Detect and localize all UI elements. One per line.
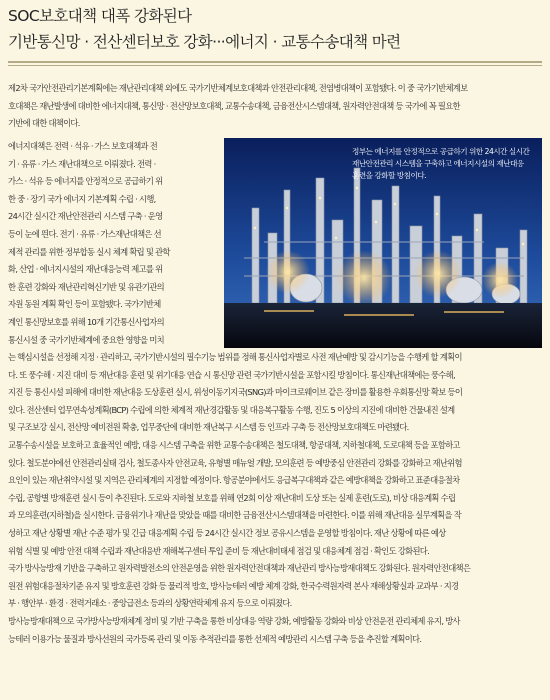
- text-line: 제2차 국가안전관리기본계획에는 재난관리대책 외에도 국가기반체계보호대책과 안전관리대책, 전염병대책이 포함됐다. 이 중 국가기반체계보: [8, 83, 468, 93]
- refinery-photo: [224, 138, 542, 348]
- text-line: 통신시설 중 국가기반체계에 중요한 영향을 미치: [8, 334, 164, 345]
- text-line: 자원 동원 계획 확인 등이 포함됐다. 국가기반체: [8, 299, 161, 310]
- text-line: 는 핵심시설을 선정해 지정 · 관리하고, 국가기반시설의 필수기능 범위를 정해 통신사업자별로 사전 재난예방 및 감시기능을 수행케 할 계획이: [8, 352, 462, 362]
- text-line: 방사능방재대책으로 국가방사능방재체계 정비 및 기반 구축을 통한 비상대응 역량 강화, 예방활동 강화와 비상 안전운전 관리체제 유지, 방사: [8, 615, 460, 626]
- full-width-paragraphs: [8, 349, 542, 648]
- title-divider-thin: [8, 65, 542, 66]
- text-line: 기반에 대한 대책이다.: [8, 118, 80, 129]
- text-line: 교통수송시설을 보호하고 효율적인 예방, 대응 시스템 구축을 위한 교통수송대책은 철도대책, 항공대책, 지하철대책, 도로대책 등을 포함하고: [8, 439, 460, 450]
- photo-caption: 정부는 에너지를 안정적으로 공급하기 위한 24시간 실시간 재난안전관리 시스템을 구축하고 에너지시설의 재난대응 훈련을 강화할 방침이다.: [352, 147, 530, 180]
- text-line: 제적 관리를 위한 정부합동 실시 체계 확립 및 관학: [8, 246, 170, 257]
- text-line: 원전 위험대응절차기준 유지 및 방호훈련 강화 등 물리적 방호, 방사능테러 예방 체계 강화, 한국수력원자력 본사 재해상황실과 교과부 · 지경: [8, 580, 459, 591]
- left-column-paragraph: [8, 138, 216, 349]
- text-line: 지진 등 통신시설 피해에 대비한 재난대응 도상훈련 실시, 위성이동기지국(SNG)과 마이크로웨이브 같은 장비를 활용한 우회통신망 확보 등이: [8, 387, 463, 398]
- text-line: 성하고 재난 상황별 재난 수준 평가 및 긴급 대응계획 수립 등 24시간 실시간 정보 공유시스템을 운영할 방침이다. 재난 상황에 따른 예상: [8, 527, 446, 538]
- text-line: 부 · 행안부 · 환경 · 전력거래소 · 중앙급전소 등과의 상황연락체계 유지 등으로 이뤄졌다.: [8, 598, 292, 609]
- text-line: 국가 방사능방재 기반을 구축하고 원자력발전소의 안전운영을 위한 원자력안전대책과 재난관리 방사능방재대책도 강화된다. 원자력안전대책은: [8, 563, 471, 574]
- text-line: 한 중 · 장기 국가 에너지 기본계획 수립 · 시행,: [8, 193, 156, 204]
- text-line: 있다. 철도분야에선 안전관리실태 검사, 철도종사자 안전교육, 유형별 매뉴얼 개발, 모의훈련 등 예방중심 안전관리 강화를 강화하고 재난위험: [8, 457, 462, 468]
- title-divider: [8, 61, 542, 63]
- text-line: 다. 또 풍수해 · 지진 대비 등 재난대응 훈련 및 위기대응 연습 시 통신망 관련 국가기반시설을 포함시킬 방침이다. 통신재난대책에는 풍수해,: [8, 369, 455, 380]
- intro-paragraph: [8, 80, 542, 133]
- text-line: 가스 · 석유 등 에너지를 안정적으로 공급하기 위: [8, 176, 163, 187]
- headline: SOC보호대책 대폭 강화된다: [8, 7, 192, 25]
- text-line: 24시간 실시간 재난안전관리 시스템 구축 · 운영: [8, 211, 163, 222]
- text-line: 과 모의훈련(지하철)을 실시한다. 금융위기나 재난을 맞았을 때를 대비한 금융전산시스템대책을 마련한다. 이를 위해 재난대응 실무계획을 작: [8, 510, 462, 521]
- text-line: 및 구조보강 실시, 전산망 예비전원 확충, 업무중단에 대비한 재난복구 시스템 등 인프라 구축 등 전산망보호대책도 마련됐다.: [8, 422, 409, 433]
- text-line: 있다. 전산센터 업무연속성계획(BCP) 수립에 의한 체계적 재난경감활동 및 대응복구활동 수행, 진도 5 이상의 지진에 대비한 건물내진 설계: [8, 404, 455, 415]
- text-line: 위험 식별 및 예방 안전 대책 수립과 재난대응반 재해복구센터 투입 준비 등 재난대비태세 점검 및 대응체계 점검 · 확인도 강화된다.: [8, 545, 430, 556]
- subheadline: 기반통신망 · 전산센터보호 강화···에너지 · 교통수송대책 마련: [8, 33, 401, 51]
- text-line: 호대책은 재난발생에 대비한 에너지대책, 통신망 · 전산망보호대책, 교통수송대책, 금융전산시스템대책, 원자력안전대책 등 국가에 꼭 필요한: [8, 100, 460, 111]
- text-line: 한 훈련 강화와 재난관리혁신기반 및 유관기관의: [8, 281, 164, 292]
- text-line: 수립, 공항별 방재훈련 실시 등이 추진된다. 도로와 지하철 보호를 위해 연2회 이상 재난대비 도상 또는 실제 훈련(도로), 비상 대응계획 수립: [8, 492, 456, 503]
- text-line: 화, 산업 · 에너지시설의 재난대응능력 제고를 위: [8, 264, 163, 275]
- text-line: 기 · 유류 · 가스 재난대책으로 이뤄졌다. 전력 ·: [8, 158, 156, 169]
- text-line: 계인 통신망보호를 위해 10개 기간통신사업자의: [8, 316, 164, 327]
- text-line: 에너지대책은 전력 · 석유 · 가스 보호대책과 전: [8, 141, 158, 151]
- text-line: 능테러 이용가능 물질과 방사선원의 국가등록 관리 및 이동 추적관리를 통한 선제적 예방관리 시스템 구축 등을 추진할 계획이다.: [8, 633, 422, 644]
- text-line: 등이 눈에 띈다. 전기 · 유류 · 가스재난대책은 선: [8, 228, 161, 239]
- text-line: 요인이 있는 재난취약시설 및 지역은 관리체계의 지정할 예정이다. 항공분야에서도 응급복구대책과 같은 예방대책을 강화하고 표준대응절차: [8, 475, 460, 486]
